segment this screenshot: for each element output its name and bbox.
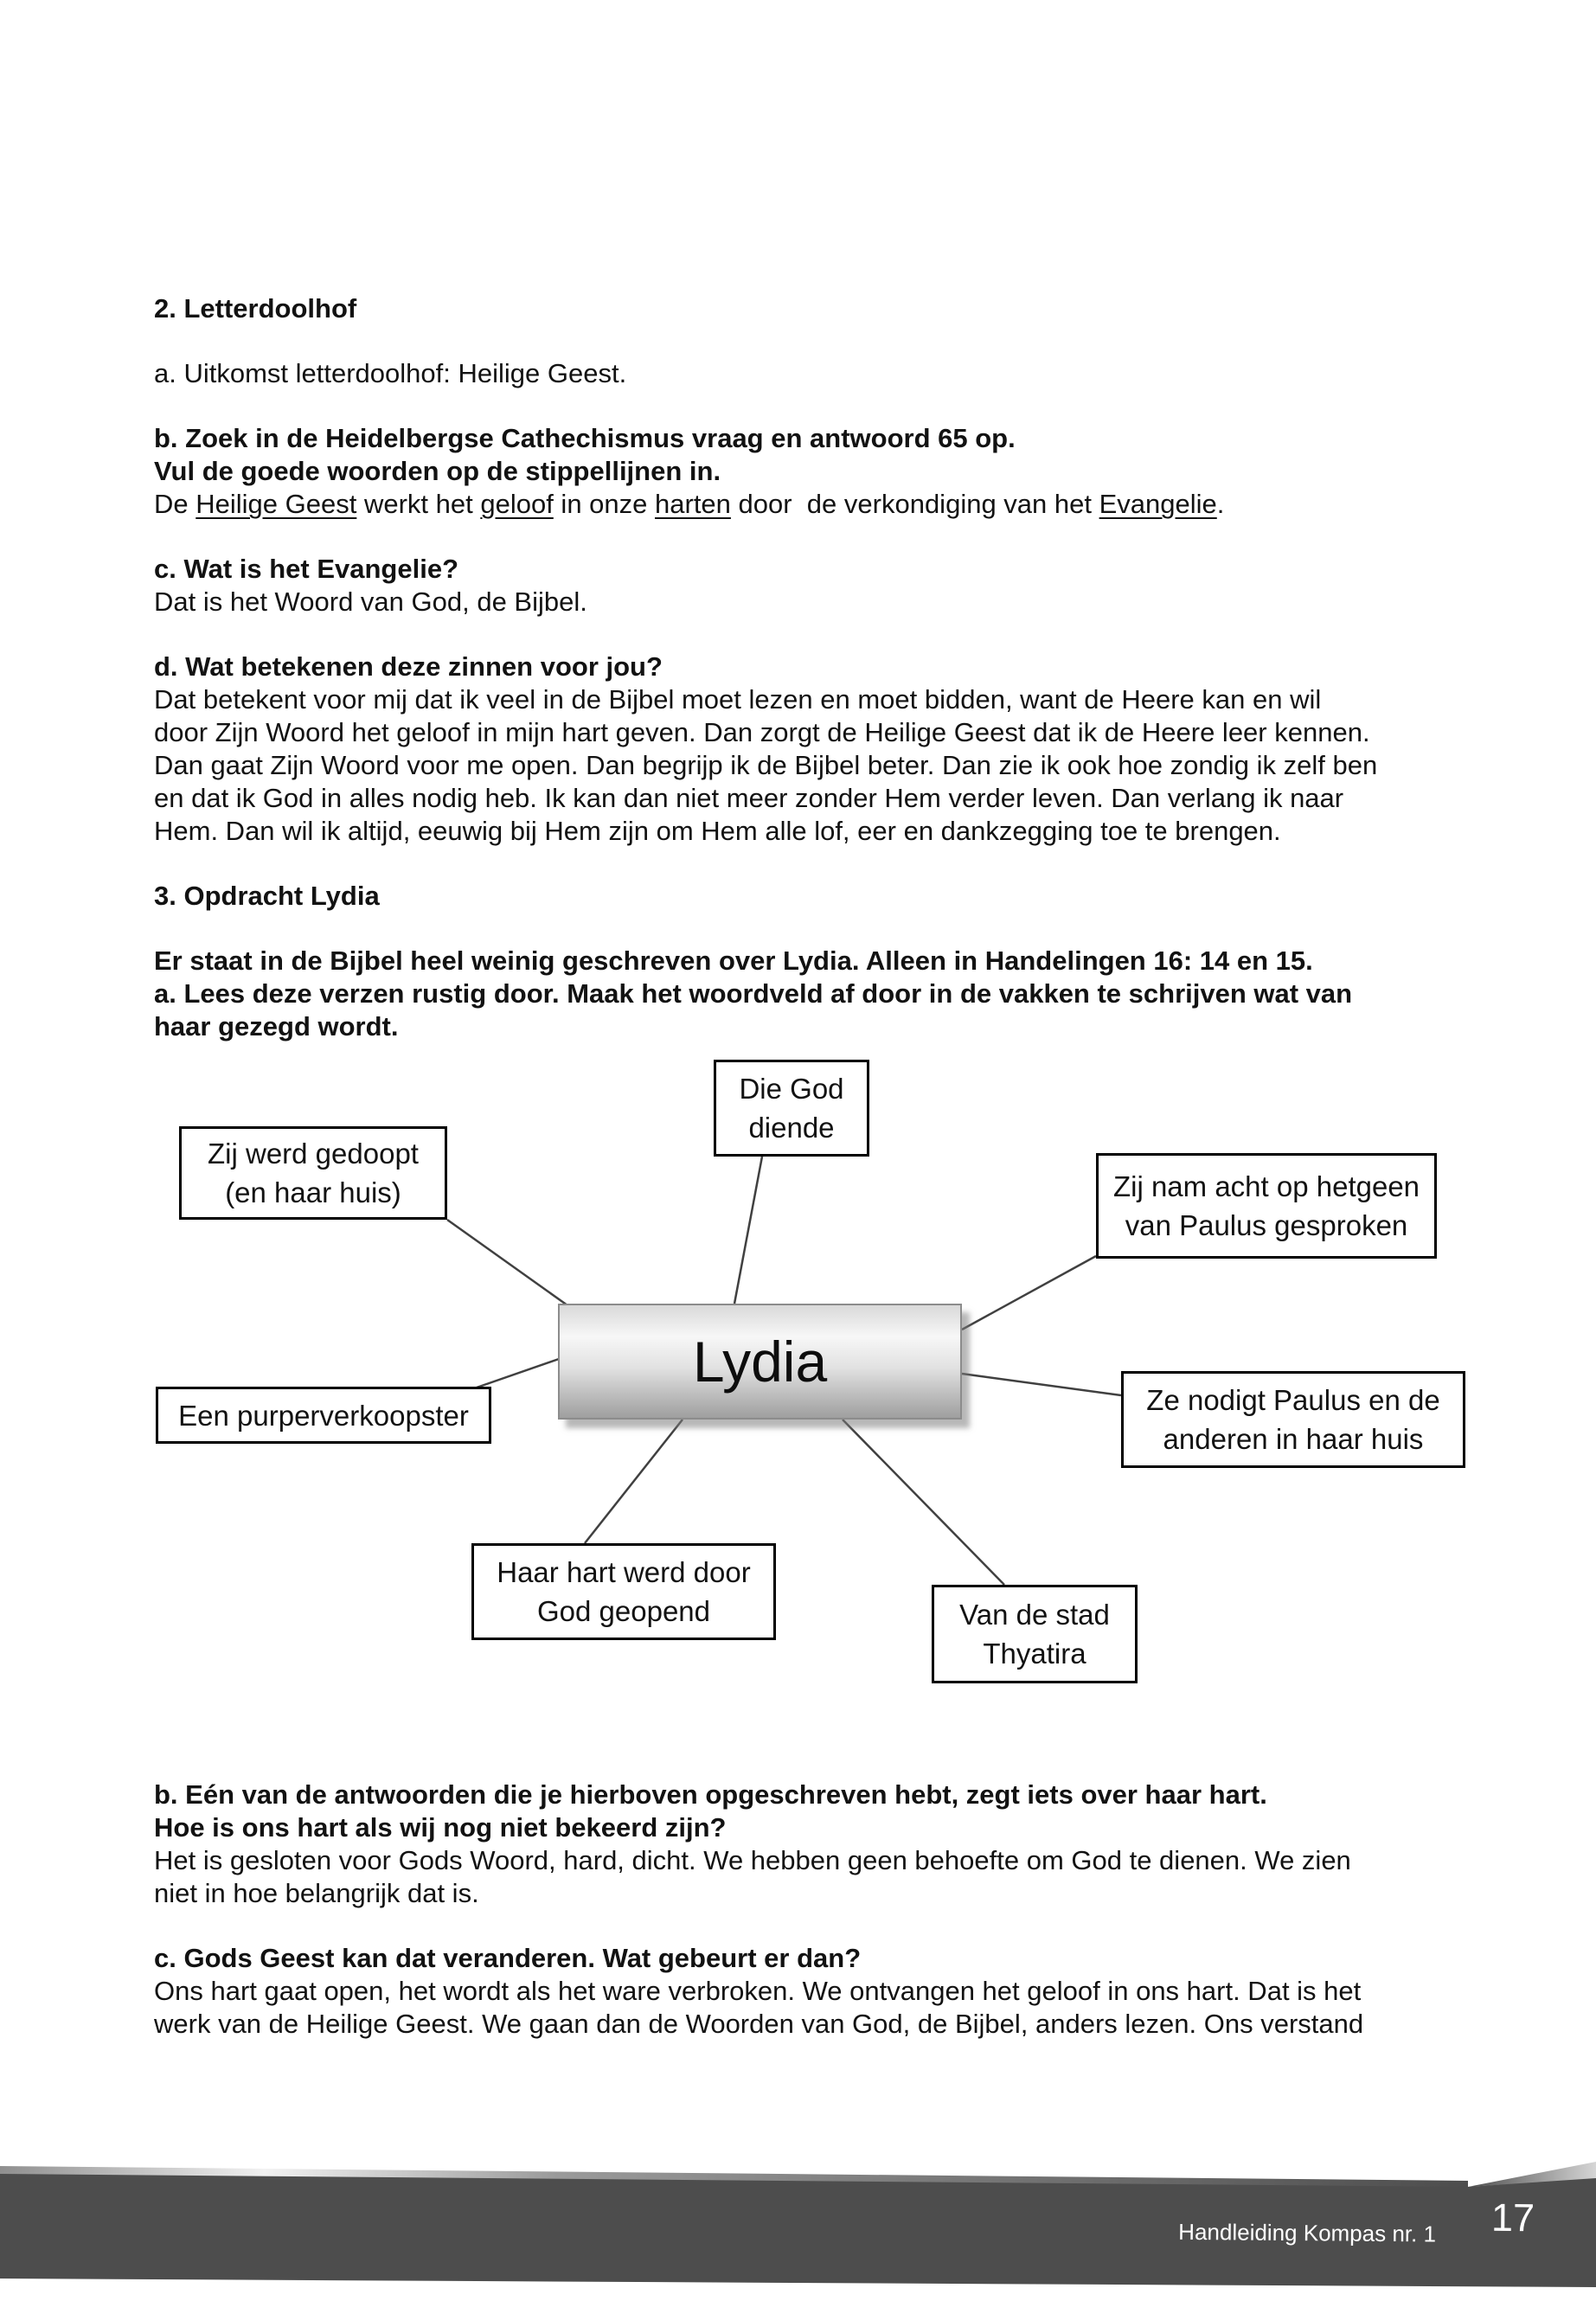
connector-zij-nam-acht — [962, 1256, 1096, 1330]
question-b2-line1: b. Eén van de antwoorden die je hierboven opgeschreven hebt, zegt iets over haar hart. — [154, 1779, 1267, 1810]
connector-van-de-stad — [843, 1420, 1004, 1585]
fill-seg: in onze — [553, 489, 656, 519]
fill-in-sentence — [154, 488, 1503, 521]
fill-seg-underlined: Evangelie — [1099, 489, 1217, 519]
connector-die-god-diende — [734, 1157, 762, 1304]
fill-seg-underlined: geloof — [480, 489, 554, 519]
connector-haar-hart — [585, 1420, 683, 1543]
section-3-heading: 3. Opdracht Lydia — [154, 881, 380, 911]
diagram-node-zij-werd-gedoopt — [179, 1126, 447, 1220]
connector-zij-werd-gedoopt — [447, 1220, 567, 1305]
diagram-node-die-god-diende — [714, 1060, 869, 1157]
spacer — [154, 619, 1503, 651]
question-b-line2: Vul de goede woorden op de stippellijnen in. — [154, 456, 721, 486]
node-label-line: anderen in haar huis — [1163, 1423, 1424, 1455]
answer-d-line: Dan gaat Zijn Woord voor me open. Dan begrijp ik de Bijbel beter. Dan zie ik ook hoe zondig ik zelf ben — [154, 750, 1378, 780]
fill-seg: . — [1216, 489, 1225, 519]
diagram-node-ze-nodigt — [1121, 1371, 1465, 1468]
answer-c2-line: werk van de Heilige Geest. We gaan dan de Woorden van God, de Bijbel, anders lezen. Ons verstand — [154, 2009, 1364, 2039]
answer-d-line: Dat betekent voor mij dat ik veel in de Bijbel moet lezen en moet bidden, want de Heere kan en wil — [154, 684, 1322, 715]
node-label-line: Van de stad — [959, 1599, 1110, 1631]
answer-a: a. Uitkomst letterdoolhof: Heilige Geest. — [154, 358, 627, 388]
diagram-node-haar-hart — [471, 1543, 776, 1640]
node-label-line: Die God — [739, 1073, 844, 1105]
answer-d-line: en dat ik God in alles nodig heb. Ik kan dan niet meer zonder Hem verder leven. Dan verlang ik naar — [154, 783, 1344, 813]
node-label-line: Zij nam acht op hetgeen — [1112, 1170, 1420, 1202]
lower-text-column — [154, 1779, 1503, 2041]
section-3-intro-line: Er staat in de Bijbel heel weinig geschreven over Lydia. Alleen in Handelingen 16: 14 en 15. — [154, 945, 1313, 976]
answer-b2-line: Het is gesloten voor Gods Woord, hard, dicht. We hebben geen behoefte om God te dienen. We zien — [154, 1845, 1351, 1875]
node-label-line: Thyatira — [983, 1638, 1086, 1670]
section-3-intro-line: a. Lees deze verzen rustig door. Maak het woordveld af door in de vakken te schrijven wat van — [154, 978, 1353, 1009]
upper-text-column — [154, 292, 1503, 1043]
node-label-line: Ze nodigt Paulus en de — [1146, 1384, 1440, 1416]
center-node-label: Lydia — [692, 1330, 828, 1394]
spacer — [154, 913, 1503, 945]
diagram-node-van-de-stad — [932, 1585, 1138, 1683]
node-label-line: (en haar huis) — [225, 1176, 401, 1208]
node-label-line: Zij werd gedoopt — [208, 1138, 419, 1170]
diagram-node-zij-nam-acht — [1096, 1153, 1437, 1259]
fill-seg: werkt het — [356, 489, 481, 519]
spacer — [154, 848, 1503, 880]
spacer — [154, 390, 1503, 422]
node-label-line: Haar hart werd door — [497, 1556, 751, 1588]
diagram-center-node-lydia — [558, 1304, 962, 1420]
answer-d-line: door Zijn Woord het geloof in mijn hart geven. Dan zorgt de Heilige Geest dat ik de Heere leer kennen. — [154, 717, 1370, 747]
spacer — [154, 521, 1503, 553]
page-number: 17 — [1490, 2195, 1535, 2240]
fill-seg-underlined: Heilige Geest — [195, 489, 357, 519]
section-3-intro-line: haar gezegd wordt. — [154, 1011, 399, 1042]
connector-ze-nodigt — [962, 1374, 1121, 1395]
answer-d-line: Hem. Dan wil ik altijd, eeuwig bij Hem zijn om Hem alle lof, eer en dankzegging toe te brengen. — [154, 816, 1281, 846]
spacer — [154, 1910, 1503, 1942]
footer-title: Handleiding Kompas nr. 1 — [1178, 2218, 1437, 2247]
fill-seg: door de verkondiging van het — [730, 489, 1099, 519]
node-label-line: diende — [748, 1112, 835, 1144]
answer-c2-line: Ons hart gaat open, het wordt als het ware verbroken. We ontvangen het geloof in ons hart. Dat is het — [154, 1976, 1362, 2006]
node-label-line: Een purperverkoopster — [178, 1399, 469, 1432]
question-b2-line2: Hoe is ons hart als wij nog niet bekeerd zijn? — [154, 1812, 727, 1843]
node-label-line: God geopend — [536, 1595, 710, 1627]
spacer — [154, 325, 1503, 357]
fill-seg-underlined: harten — [655, 489, 731, 519]
connector-een-purperverkoopster — [477, 1359, 559, 1388]
section-2-heading: 2. Letterdoolhof — [154, 293, 357, 324]
question-c2: c. Gods Geest kan dat veranderen. Wat gebeurt er dan? — [154, 1943, 862, 1973]
question-b-line1: b. Zoek in de Heidelbergse Cathechismus vraag en antwoord 65 op. — [154, 423, 1016, 453]
answer-c: Dat is het Woord van God, de Bijbel. — [154, 586, 587, 617]
answer-b2-line: niet in hoe belangrijk dat is. — [154, 1878, 479, 1908]
question-c: c. Wat is het Evangelie? — [154, 554, 459, 584]
question-d: d. Wat betekenen deze zinnen voor jou? — [154, 651, 663, 682]
fill-seg: De — [154, 489, 196, 519]
diagram-node-een-purperverkoopster — [156, 1387, 491, 1444]
node-label-line: van Paulus gesproken — [1125, 1209, 1408, 1241]
